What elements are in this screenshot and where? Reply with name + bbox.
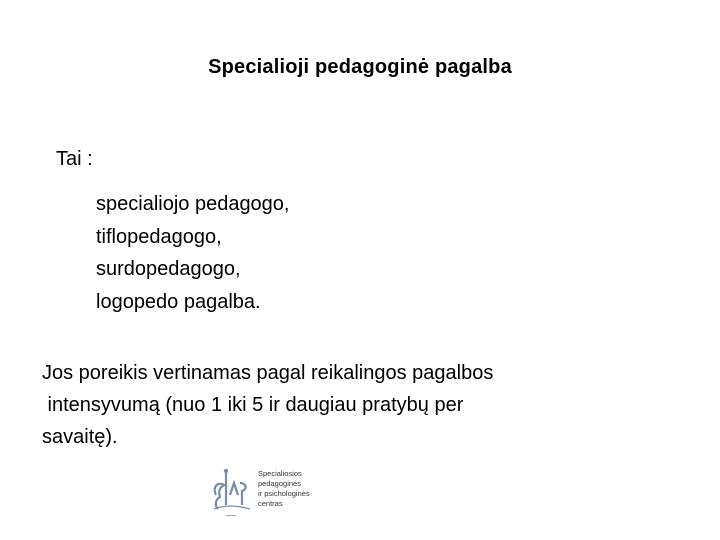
list-item: surdopedagogo, xyxy=(96,258,241,280)
organization-logo xyxy=(206,465,316,521)
list-item: logopedo pagalba. xyxy=(96,290,261,313)
logo-line: pedagoginės xyxy=(258,479,301,488)
paragraph-line: savaitę). xyxy=(42,426,118,448)
logo-line: Specialiosios xyxy=(258,469,302,478)
slide-title: Specialioji pedagoginė pagalba xyxy=(208,56,512,78)
logo-line: centras xyxy=(258,499,283,508)
sppc-logo-icon xyxy=(206,465,256,521)
list-item: tiflopedagogo, xyxy=(96,225,222,248)
logo-text xyxy=(258,469,310,509)
paragraph-line: intensyvumą (nuo 1 iki 5 ir daugiau pratybų per xyxy=(42,394,464,416)
paragraph-line: Jos poreikis vertinamas pagal reikalingos pagalbos xyxy=(42,362,494,384)
assistance-list xyxy=(96,188,290,318)
logo-line: ir psichologinės xyxy=(258,489,310,498)
paragraph xyxy=(42,357,682,453)
intro-text: Tai : xyxy=(56,148,93,170)
list-item: specialiojo pedagogo, xyxy=(96,193,290,215)
